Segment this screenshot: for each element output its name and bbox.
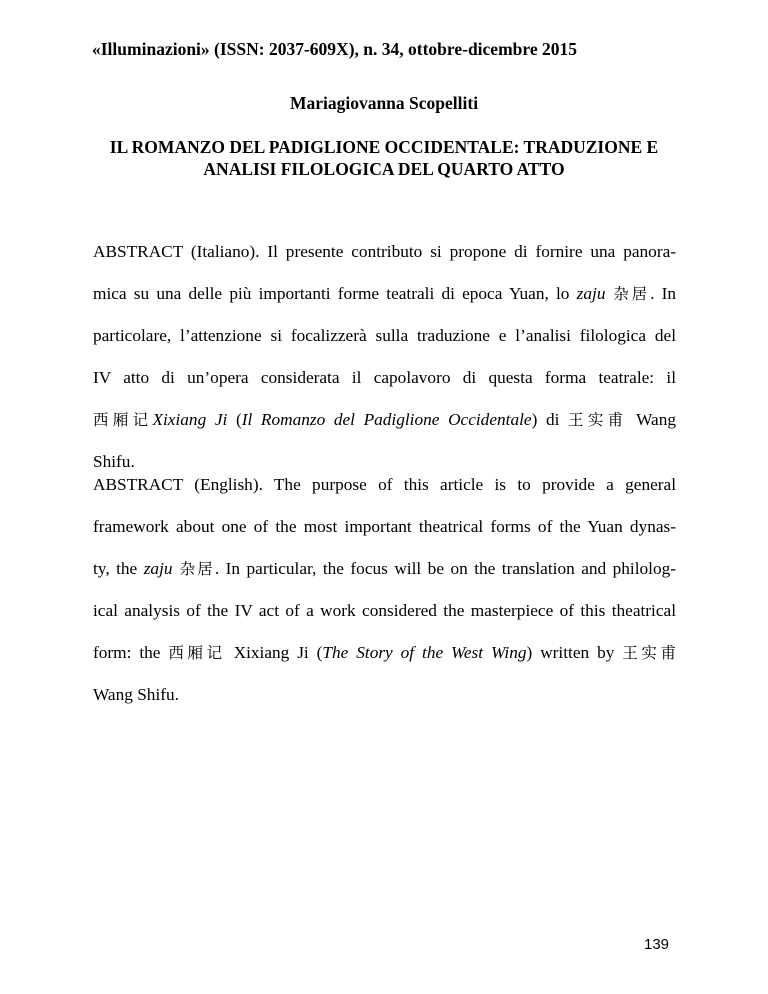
author-name: Mariagiovanna Scopelliti [289, 93, 479, 113]
abstract-it-line: ABSTRACT (Italiano). Il presente contributo si propone di fornire una panora- [93, 242, 676, 261]
abstract-it-line: particolare, l’attenzione si focalizzerà sulla traduzione e l’analisi filologica del [93, 326, 676, 345]
chinese-text: 杂居 [605, 285, 651, 303]
text-span: ( [227, 410, 242, 429]
italic-title: The Story of the West Wing [322, 643, 527, 662]
text-span: ) written by [526, 643, 623, 662]
text-span: ty, the [93, 559, 144, 578]
italic-term: zaju [576, 284, 606, 303]
title-line-2: ANALISI FILOLOGICA DEL QUARTO ATTO [203, 159, 565, 179]
abstract-en-line: framework about one of the most important theatrical forms of the Yuan dynas- [93, 517, 676, 536]
text-span: mica su una delle più importanti forme teatrali di epoca Yuan, lo [93, 284, 577, 303]
text-span: Xixiang Ji ( [225, 643, 323, 662]
abstract-en-line: Wang Shifu. [93, 685, 179, 704]
text-span: form: the [93, 643, 169, 662]
abstract-en-line: ABSTRACT (English). The purpose of this article is to provide a general [93, 475, 676, 494]
chinese-text: 王实甫 [622, 644, 676, 662]
abstract-english [93, 464, 676, 716]
journal-header: «Illuminazioni» (ISSN: 2037-609X), n. 34, ottobre-dicembre 2015 [92, 39, 577, 59]
abstract-en-line [93, 632, 676, 674]
abstract-it-line [93, 273, 676, 315]
italic-term: Xixiang Ji [152, 410, 228, 429]
title-line-1: IL ROMANZO DEL PADIGLIONE OCCIDENTALE: TRADUZIONE E [109, 137, 659, 157]
abstract-it-line: IV atto di un’opera considerata il capolavoro di questa forma teatrale: il [93, 368, 676, 387]
chinese-text: 西厢记 [93, 411, 153, 429]
abstract-it-line [93, 399, 676, 441]
chinese-text: 王实甫 [568, 411, 628, 429]
chinese-text: 西厢记 [168, 644, 226, 662]
article-title [80, 136, 688, 180]
page-number: 139 [644, 936, 670, 953]
abstract-en-line: ical analysis of the IV act of a work considered the masterpiece of this theatrical [93, 601, 676, 620]
abstract-it-line: Shifu. [93, 452, 135, 471]
abstract-en-line [93, 548, 676, 590]
abstract-italian [93, 231, 676, 483]
chinese-text: 杂居 [172, 560, 215, 578]
text-span: . In particular, the focus will be on the translation and philolog- [214, 559, 676, 578]
italic-term: zaju [143, 559, 173, 578]
text-span: ) di [531, 410, 569, 429]
text-span: . In [650, 284, 676, 303]
text-span: Wang [627, 410, 676, 429]
italic-title: Il Romanzo del Padiglione Occidentale [241, 410, 532, 429]
